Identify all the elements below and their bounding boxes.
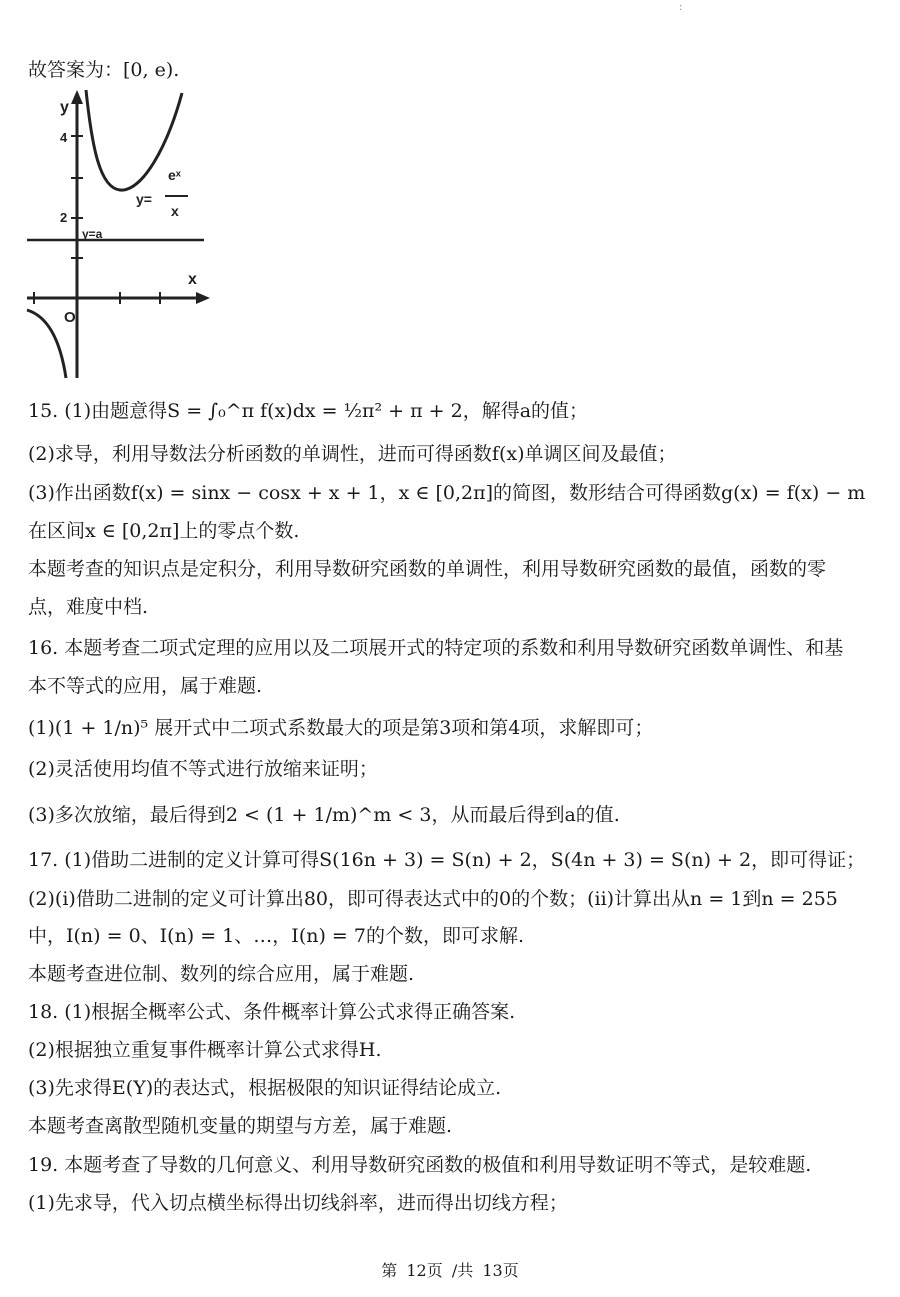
x-axis-label: x — [188, 271, 197, 288]
text-line: 中，I(n) = 0、I(n) = 1、…，I(n) = 7的个数，即可求解. — [28, 925, 525, 947]
page-footer — [0, 1258, 900, 1281]
text-line: 17. (1)借助二进制的定义计算可得S(16n + 3) = S(n) + 2，S(4n + 3) = S(n) + 2，即可得证； — [28, 849, 866, 871]
tick-label-2: 2 — [60, 210, 68, 225]
curve-label-prefix: y= — [136, 191, 152, 207]
text-line: (2)灵活使用均值不等式进行放缩来证明； — [28, 758, 378, 780]
origin-label: O — [64, 309, 76, 326]
curve-label-denominator: x — [171, 203, 179, 219]
function-graph — [22, 88, 212, 383]
text-line: 18. (1)根据全概率公式、条件概率计算公式求得正确答案. — [28, 1001, 516, 1023]
curve-label-numerator: eˣ — [168, 167, 181, 183]
text-line: 16. 本题考查二项式定理的应用以及二项展开式的特定项的系数和利用导数研究函数单调性、和基 — [28, 637, 844, 659]
text-line: 本题考查进位制、数列的综合应用，属于难题. — [28, 963, 415, 985]
text-line: 15. (1)由题意得S = ∫₀^π f(x)dx = ½π² + π + 2，解得a的值； — [28, 400, 589, 422]
footer-total: 13页 — [482, 1261, 519, 1280]
y-axis-label: y — [60, 99, 69, 116]
text-line: (3)作出函数f(x) = sinx − cosx + x + 1，x ∈ [0,2π]的简图，数形结合可得函数g(x) = f(x) − m — [28, 482, 866, 504]
hline-label: y=a — [82, 227, 103, 241]
footer-page: 12页 — [406, 1261, 443, 1280]
text-line: 在区间x ∈ [0,2π]上的零点个数. — [28, 520, 300, 542]
footer-sep: /共 — [451, 1261, 474, 1280]
text-line: 本不等式的应用，属于难题. — [28, 675, 263, 697]
text-line: (2)求导，利用导数法分析函数的单调性，进而可得函数f(x)单调区间及最值； — [28, 443, 677, 465]
text-line: 本题考查离散型随机变量的期望与方差，属于难题. — [28, 1115, 453, 1137]
text-line: (3)多次放缩，最后得到2 < (1 + 1/m)^m < 3，从而最后得到a的值. — [28, 804, 620, 826]
text-line: (1)(1 + 1/n)⁵ 展开式中二项式系数最大的项是第3项和第4项，求解即可； — [28, 717, 654, 739]
text-line: (1)先求导，代入切点横坐标得出切线斜率，进而得出切线方程； — [28, 1192, 568, 1214]
header-mark: : — [679, 2, 683, 13]
text-line: 故答案为：[0, e). — [28, 59, 180, 81]
text-line: (2)(i)借助二进制的定义可计算出80，即可得表达式中的0的个数；(ii)计算出从n = 1到n = 255 — [28, 888, 838, 910]
text-line: (3)先求得E(Y)的表达式，根据极限的知识证得结论成立. — [28, 1077, 502, 1099]
text-line: (2)根据独立重复事件概率计算公式求得H. — [28, 1039, 382, 1061]
tick-label-4: 4 — [60, 130, 68, 145]
text-line: 本题考查的知识点是定积分，利用导数研究函数的单调性，利用导数研究函数的最值，函数的零 — [28, 558, 827, 580]
text-line: 19. 本题考查了导数的几何意义、利用导数研究函数的极值和利用导数证明不等式，是较难题. — [28, 1154, 812, 1176]
footer-prefix: 第 — [381, 1261, 398, 1280]
text-line: 点，难度中档. — [28, 596, 149, 618]
